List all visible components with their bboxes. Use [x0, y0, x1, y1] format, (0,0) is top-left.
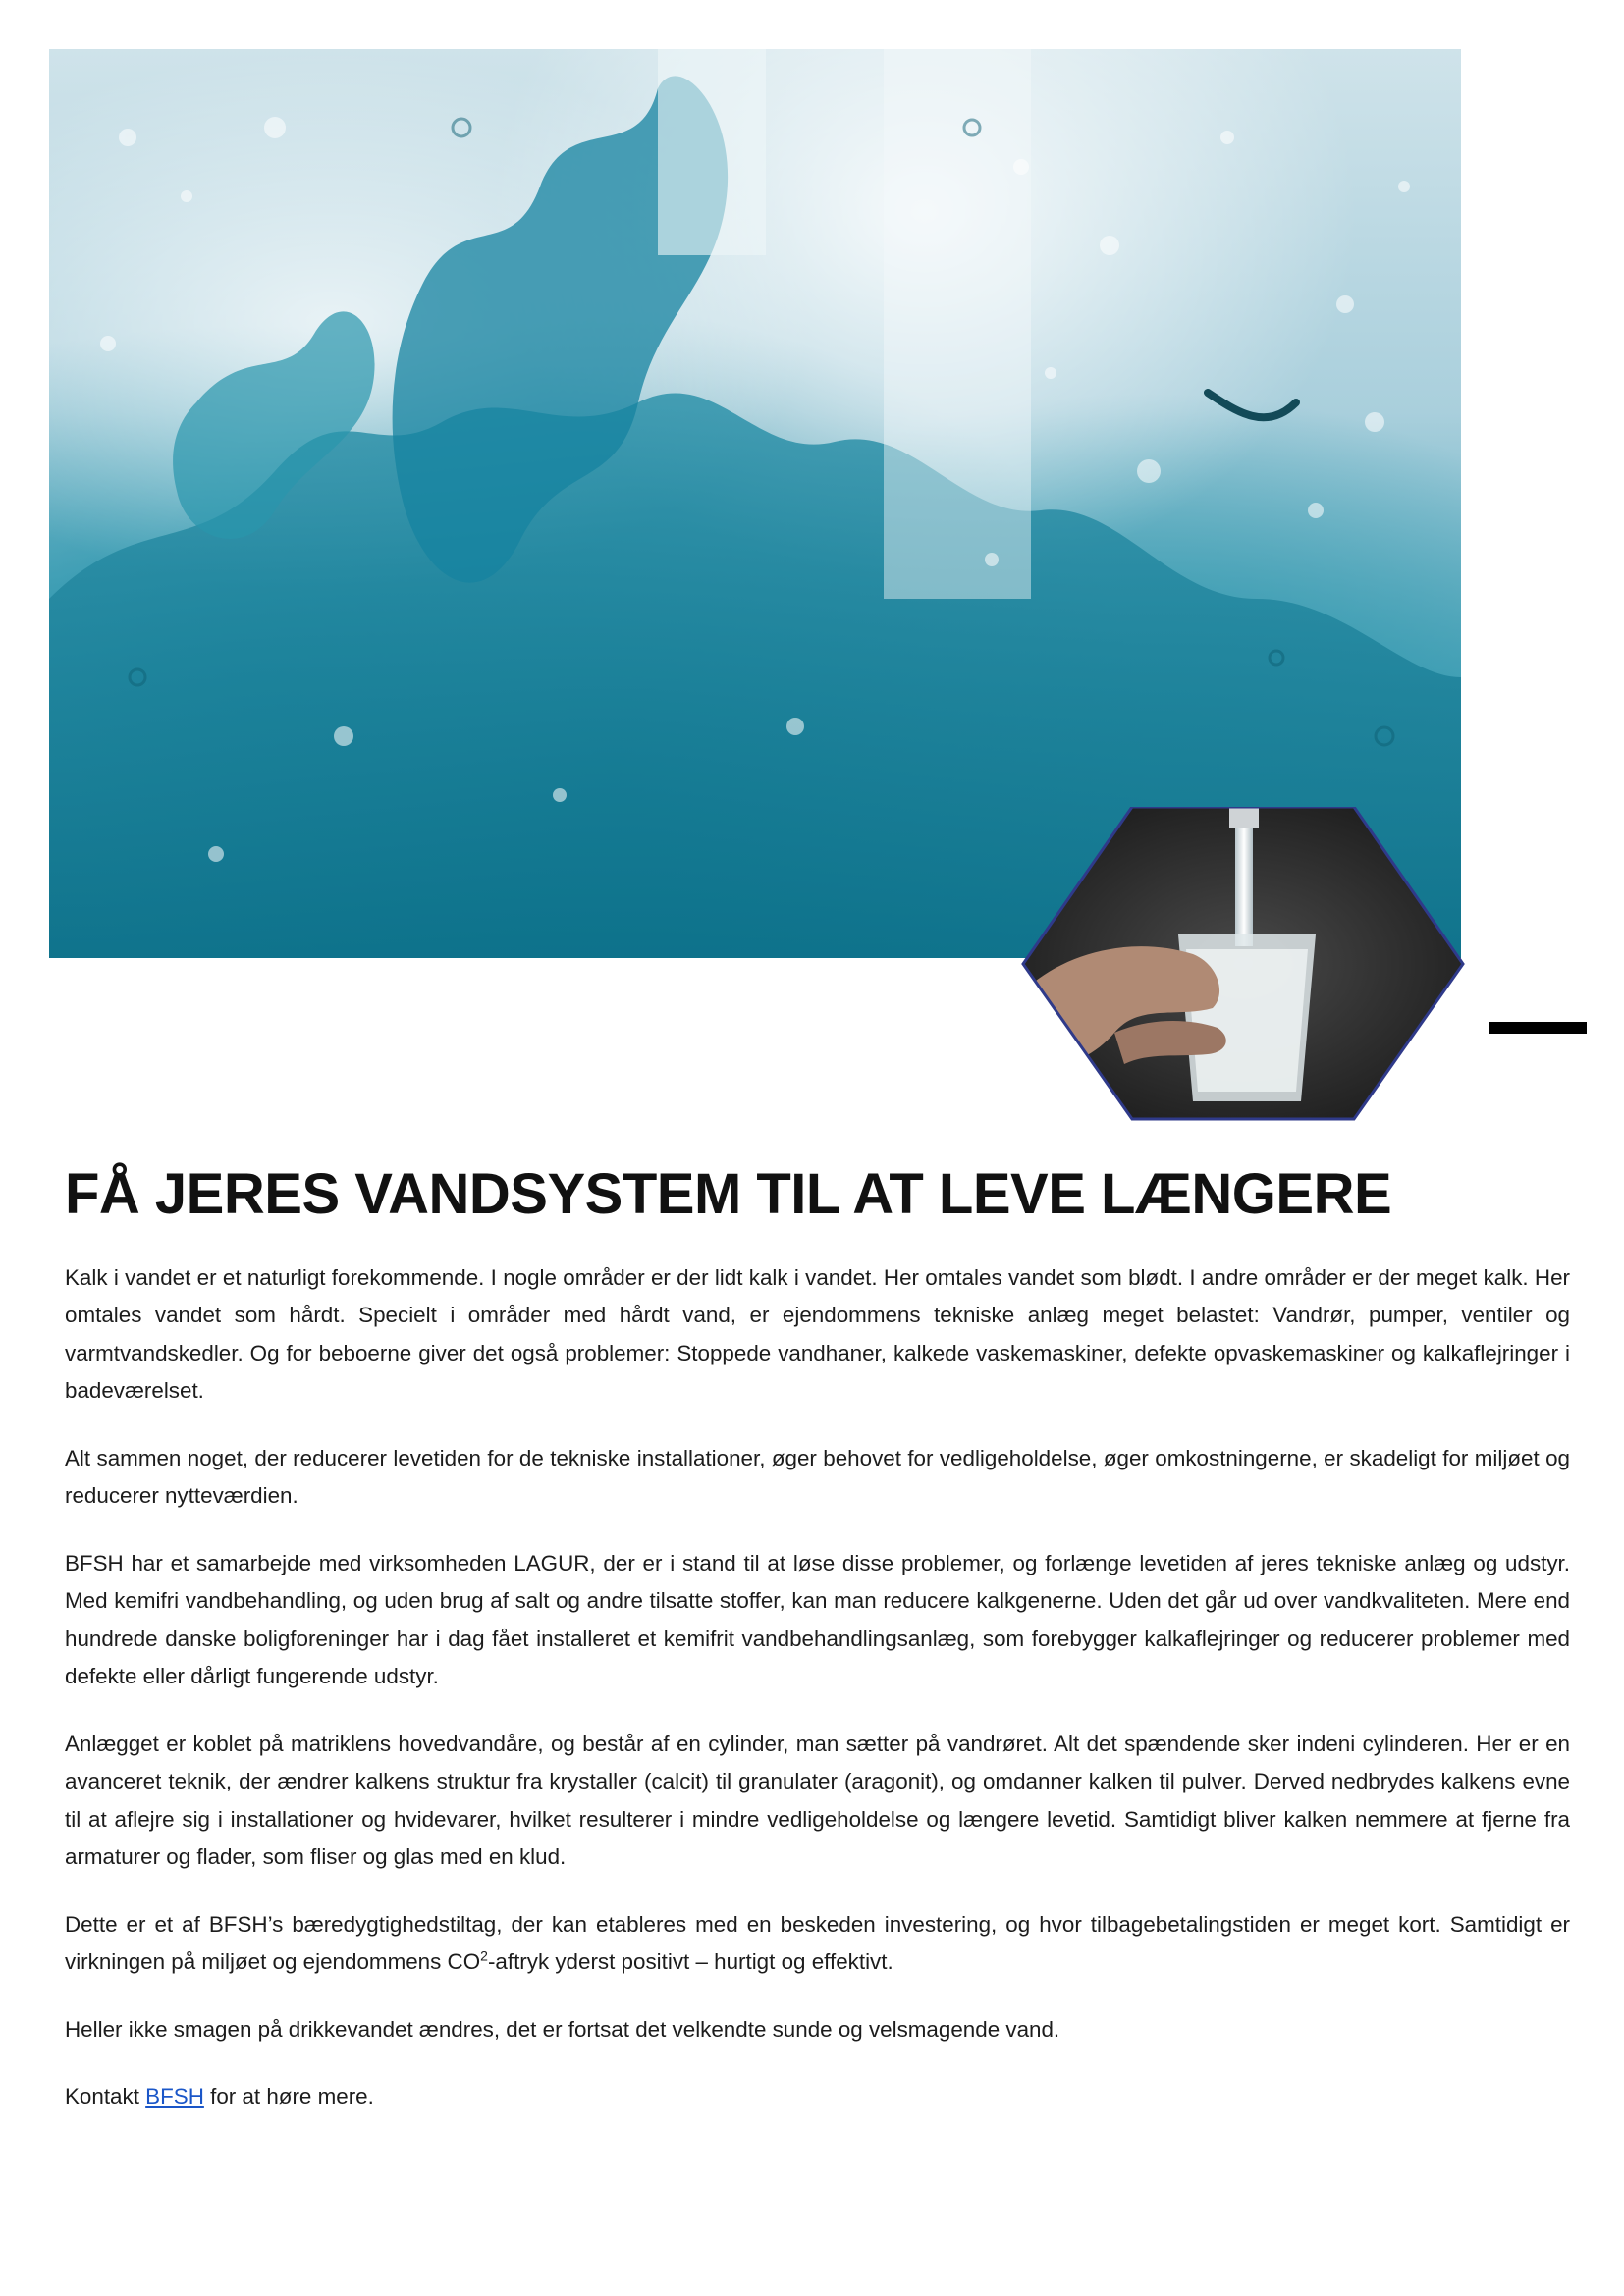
paragraph-4: Anlægget er koblet på matriklens hovedvandåre, og består af en cylinder, man sætter på vandrøret. Alt det spændende sker indeni cylinderen. Her er en avanceret teknik, der ændrer kalkens struktur fra krystaller (calcit) til granulater (aragonit), og omdanner kalken til pulver. Derved nedbrydes kalkens evne til at aflejre sig i installationer og hvidevarer, hvilket resulterer i mindre vedligeholdelse og længere levetid. Samtidigt bliver kalken nemmere at fjerne fra armaturer og flader, som fliser og glas med en klud. [65, 1731, 1570, 1870]
paragraph-2: Alt sammen noget, der reducerer levetiden for de tekniske installationer, øger behovet for vedligeholdelse, øger omkostningerne, er skadeligt for miljøet og reducerer nytteværdien. [65, 1445, 1570, 1509]
paragraph-5 [65, 1906, 1570, 1982]
glass-of-water-image [1021, 807, 1465, 1121]
contact-line [65, 2078, 1570, 2116]
article-headline: FÅ JERES VANDSYSTEM TIL AT LEVE LÆNGERE [65, 1162, 1392, 1226]
paragraph-5-text-a: Dette er et af BFSH’s bæredygtighedstiltag, der kan etableres med en beskeden investering, og hvor tilbagebetalingstiden er meget kort. Samtidigt er virkningen på miljøet og ejendommens CO [65, 1911, 1570, 1975]
paragraph-3: BFSH har et samarbejde med virksomheden LAGUR, der er i stand til at løse disse problemer, og forlænge levetiden af jeres tekniske anlæg og udstyr. Med kemifri vandbehandling, og uden brug af salt og andre tilsatte stoffer, kan man reducere kalkgenerne. Uden det går ud over vandkvaliteten. Mere end hundrede danske boligforeninger har i dag fået installeret et kemifrit vandbehandlingsanlæg, som forebygger kalkaflejringer og reducerer problemer med defekte eller dårligt fungerende udstyr. [65, 1550, 1570, 1689]
contact-text-after: for at høre mere. [203, 2084, 374, 2109]
co2-subscript: 2 [480, 1948, 488, 1964]
decorative-dash [1489, 1022, 1587, 1034]
paragraph-1: Kalk i vandet er et naturligt forekommende. I nogle områder er der lidt kalk i vandet. Her omtales vandet som blødt. I andre områder er der meget kalk. Her omtales vandet som hårdt. Specielt i områder med hårdt vand, er ejendommens tekniske anlæg meget belastet: Vandrør, pumper, ventiler og varmtvandskedler. Og for beboerne giver det også problemer: Stoppede vandhaner, kalkede vaskemaskiner, defekte opvaskemaskiner og kalkaflejringer i badeværelset. [65, 1264, 1570, 1404]
contact-text-before: Kontakt [65, 2084, 146, 2109]
paragraph-6: Heller ikke smagen på drikkevandet ændres, det er fortsat det velkendte sunde og velsmagende vand. [65, 2016, 1060, 2042]
paragraph-5-text-b: -aftryk yderst positivt – hurtigt og effektivt. [487, 1949, 893, 1975]
bfsh-link[interactable]: BFSH [145, 2084, 204, 2109]
article [65, 1163, 1570, 2146]
